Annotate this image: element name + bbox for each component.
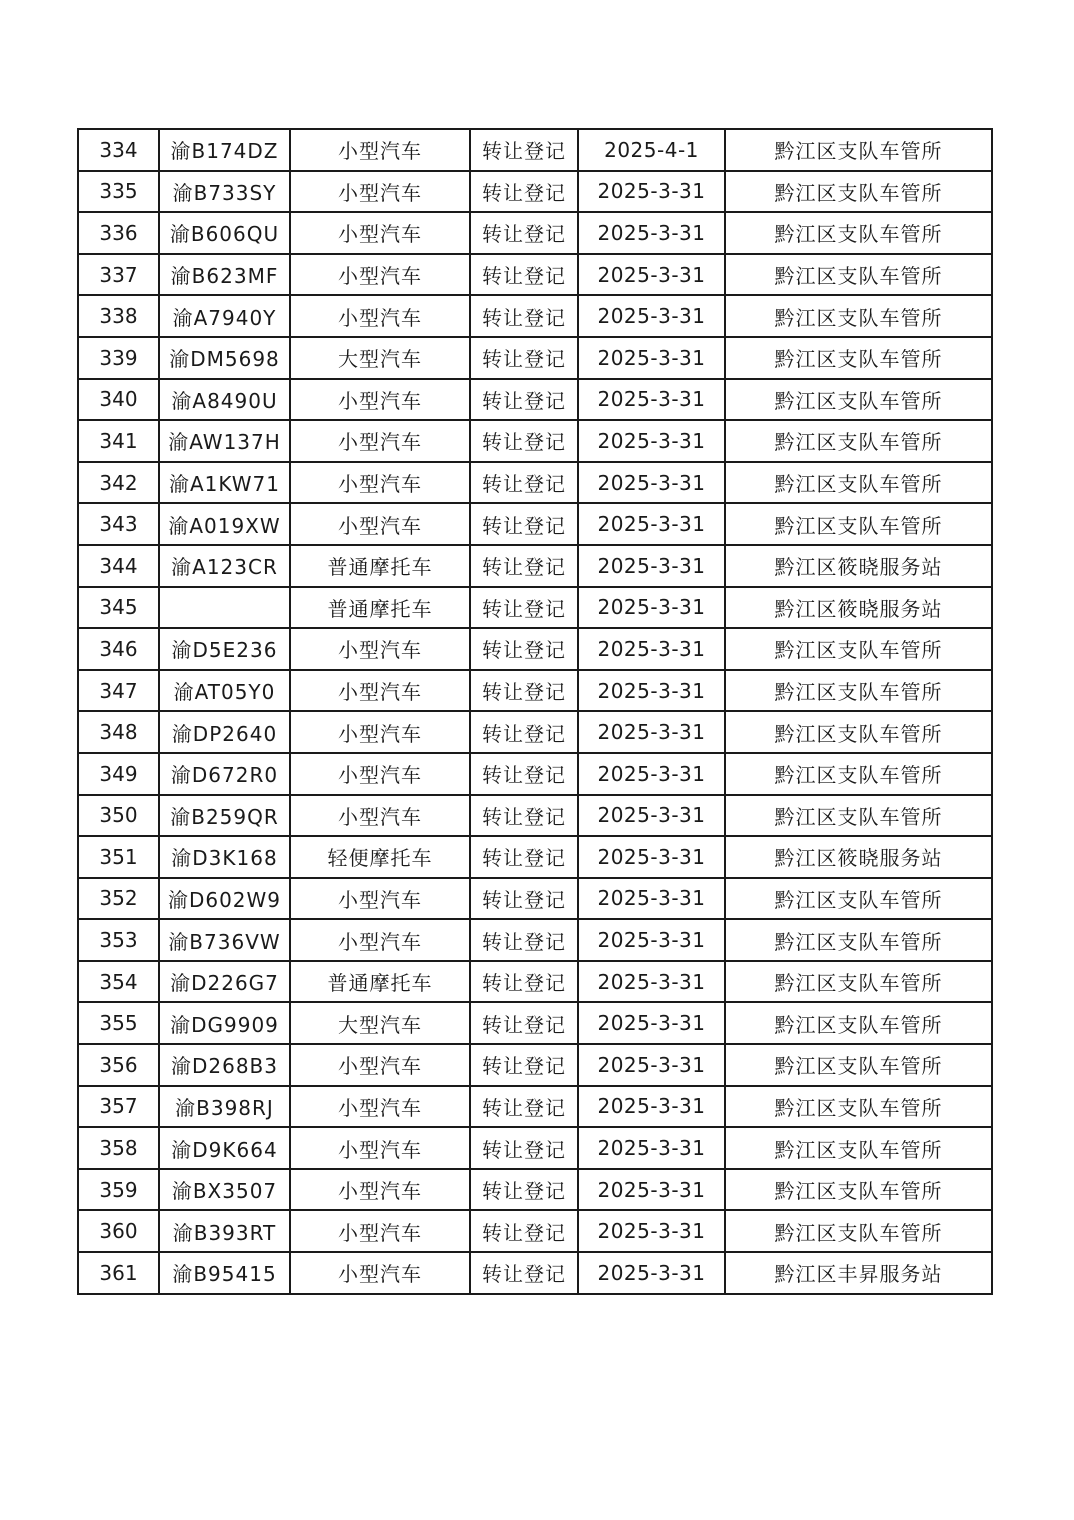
table-row xyxy=(78,420,992,462)
cell-sequence-number: 336 xyxy=(78,212,159,254)
vehicle-transfer-table xyxy=(77,128,993,1295)
cell-date: 2025-3-31 xyxy=(578,1086,725,1128)
cell-business-type: 转让登记 xyxy=(470,171,578,213)
cell-business-type: 转让登记 xyxy=(470,462,578,504)
cell-sequence-number: 352 xyxy=(78,878,159,920)
cell-vehicle-type: 小型汽车 xyxy=(290,1044,470,1086)
table-row xyxy=(78,337,992,379)
table-row xyxy=(78,1210,992,1252)
cell-sequence-number: 355 xyxy=(78,1002,159,1044)
cell-sequence-number: 351 xyxy=(78,836,159,878)
cell-office: 黔江区支队车管所 xyxy=(725,711,992,753)
table-row xyxy=(78,836,992,878)
table-row xyxy=(78,379,992,421)
table-row xyxy=(78,587,992,629)
cell-sequence-number: 353 xyxy=(78,919,159,961)
cell-vehicle-type: 轻便摩托车 xyxy=(290,836,470,878)
cell-vehicle-type: 小型汽车 xyxy=(290,212,470,254)
cell-date: 2025-3-31 xyxy=(578,1127,725,1169)
cell-plate-number: 渝D602W9 xyxy=(159,878,290,920)
cell-office: 黔江区筱晓服务站 xyxy=(725,545,992,587)
cell-vehicle-type: 大型汽车 xyxy=(290,1002,470,1044)
table-row xyxy=(78,171,992,213)
cell-sequence-number: 339 xyxy=(78,337,159,379)
cell-date: 2025-3-31 xyxy=(578,379,725,421)
cell-sequence-number: 348 xyxy=(78,711,159,753)
cell-business-type: 转让登记 xyxy=(470,795,578,837)
cell-date: 2025-3-31 xyxy=(578,212,725,254)
cell-office: 黔江区支队车管所 xyxy=(725,462,992,504)
cell-vehicle-type: 小型汽车 xyxy=(290,420,470,462)
cell-sequence-number: 349 xyxy=(78,753,159,795)
cell-office: 黔江区支队车管所 xyxy=(725,1044,992,1086)
cell-plate-number: 渝AW137H xyxy=(159,420,290,462)
cell-plate-number: 渝B623MF xyxy=(159,254,290,296)
cell-date: 2025-3-31 xyxy=(578,545,725,587)
cell-plate-number: 渝D9K664 xyxy=(159,1127,290,1169)
cell-vehicle-type: 小型汽车 xyxy=(290,628,470,670)
cell-vehicle-type: 小型汽车 xyxy=(290,379,470,421)
cell-business-type: 转让登记 xyxy=(470,212,578,254)
cell-office: 黔江区支队车管所 xyxy=(725,1127,992,1169)
table-row xyxy=(78,254,992,296)
cell-vehicle-type: 普通摩托车 xyxy=(290,961,470,1003)
cell-sequence-number: 346 xyxy=(78,628,159,670)
cell-date: 2025-3-31 xyxy=(578,836,725,878)
cell-sequence-number: 358 xyxy=(78,1127,159,1169)
table-row xyxy=(78,628,992,670)
cell-vehicle-type: 小型汽车 xyxy=(290,503,470,545)
cell-business-type: 转让登记 xyxy=(470,919,578,961)
cell-date: 2025-3-31 xyxy=(578,337,725,379)
cell-date: 2025-3-31 xyxy=(578,1044,725,1086)
cell-vehicle-type: 小型汽车 xyxy=(290,1169,470,1211)
cell-date: 2025-3-31 xyxy=(578,670,725,712)
cell-office: 黔江区支队车管所 xyxy=(725,753,992,795)
cell-sequence-number: 337 xyxy=(78,254,159,296)
cell-office: 黔江区支队车管所 xyxy=(725,919,992,961)
cell-business-type: 转让登记 xyxy=(470,337,578,379)
cell-plate-number: 渝DP2640 xyxy=(159,711,290,753)
cell-plate-number: 渝DM5698 xyxy=(159,337,290,379)
cell-vehicle-type: 小型汽车 xyxy=(290,1086,470,1128)
cell-date: 2025-3-31 xyxy=(578,420,725,462)
cell-office: 黔江区支队车管所 xyxy=(725,420,992,462)
cell-vehicle-type: 小型汽车 xyxy=(290,670,470,712)
cell-plate-number: 渝B398RJ xyxy=(159,1086,290,1128)
cell-business-type: 转让登记 xyxy=(470,878,578,920)
cell-business-type: 转让登记 xyxy=(470,1127,578,1169)
cell-date: 2025-3-31 xyxy=(578,1210,725,1252)
cell-date: 2025-3-31 xyxy=(578,753,725,795)
cell-vehicle-type: 小型汽车 xyxy=(290,878,470,920)
cell-business-type: 转让登记 xyxy=(470,587,578,629)
cell-date: 2025-3-31 xyxy=(578,254,725,296)
cell-vehicle-type: 普通摩托车 xyxy=(290,545,470,587)
cell-sequence-number: 343 xyxy=(78,503,159,545)
cell-business-type: 转让登记 xyxy=(470,711,578,753)
cell-office: 黔江区支队车管所 xyxy=(725,295,992,337)
cell-plate-number: 渝D226G7 xyxy=(159,961,290,1003)
cell-plate-number: 渝A8490U xyxy=(159,379,290,421)
cell-business-type: 转让登记 xyxy=(470,1044,578,1086)
cell-plate-number: 渝D672R0 xyxy=(159,753,290,795)
cell-office: 黔江区支队车管所 xyxy=(725,254,992,296)
cell-vehicle-type: 普通摩托车 xyxy=(290,587,470,629)
cell-date: 2025-3-31 xyxy=(578,795,725,837)
cell-vehicle-type: 小型汽车 xyxy=(290,171,470,213)
table-row xyxy=(78,1044,992,1086)
cell-vehicle-type: 小型汽车 xyxy=(290,129,470,171)
cell-sequence-number: 350 xyxy=(78,795,159,837)
cell-business-type: 转让登记 xyxy=(470,670,578,712)
cell-date: 2025-3-31 xyxy=(578,961,725,1003)
cell-plate-number: 渝DG9909 xyxy=(159,1002,290,1044)
table-row xyxy=(78,1002,992,1044)
cell-date: 2025-3-31 xyxy=(578,878,725,920)
table-row xyxy=(78,295,992,337)
cell-vehicle-type: 小型汽车 xyxy=(290,462,470,504)
cell-date: 2025-3-31 xyxy=(578,1252,725,1294)
cell-business-type: 转让登记 xyxy=(470,836,578,878)
cell-sequence-number: 334 xyxy=(78,129,159,171)
table-row xyxy=(78,1127,992,1169)
table-row xyxy=(78,1169,992,1211)
cell-plate-number: 渝BX3507 xyxy=(159,1169,290,1211)
cell-office: 黔江区支队车管所 xyxy=(725,670,992,712)
cell-plate-number: 渝AT05Y0 xyxy=(159,670,290,712)
cell-business-type: 转让登记 xyxy=(470,961,578,1003)
cell-business-type: 转让登记 xyxy=(470,420,578,462)
cell-sequence-number: 338 xyxy=(78,295,159,337)
table-row xyxy=(78,961,992,1003)
cell-date: 2025-3-31 xyxy=(578,171,725,213)
cell-vehicle-type: 小型汽车 xyxy=(290,1127,470,1169)
table-row xyxy=(78,878,992,920)
cell-sequence-number: 347 xyxy=(78,670,159,712)
table-row xyxy=(78,670,992,712)
table-row xyxy=(78,545,992,587)
cell-plate-number xyxy=(159,587,290,629)
cell-business-type: 转让登记 xyxy=(470,503,578,545)
cell-plate-number: 渝B606QU xyxy=(159,212,290,254)
cell-business-type: 转让登记 xyxy=(470,295,578,337)
cell-vehicle-type: 小型汽车 xyxy=(290,753,470,795)
cell-sequence-number: 354 xyxy=(78,961,159,1003)
cell-sequence-number: 341 xyxy=(78,420,159,462)
cell-plate-number: 渝B259QR xyxy=(159,795,290,837)
cell-office: 黔江区支队车管所 xyxy=(725,1002,992,1044)
cell-plate-number: 渝B393RT xyxy=(159,1210,290,1252)
cell-date: 2025-4-1 xyxy=(578,129,725,171)
cell-vehicle-type: 小型汽车 xyxy=(290,711,470,753)
table-row xyxy=(78,753,992,795)
cell-vehicle-type: 小型汽车 xyxy=(290,1252,470,1294)
cell-office: 黔江区支队车管所 xyxy=(725,212,992,254)
cell-office: 黔江区支队车管所 xyxy=(725,628,992,670)
table-row xyxy=(78,1252,992,1294)
cell-sequence-number: 340 xyxy=(78,379,159,421)
cell-business-type: 转让登记 xyxy=(470,1086,578,1128)
cell-office: 黔江区筱晓服务站 xyxy=(725,587,992,629)
cell-office: 黔江区筱晓服务站 xyxy=(725,836,992,878)
cell-office: 黔江区支队车管所 xyxy=(725,795,992,837)
cell-office: 黔江区支队车管所 xyxy=(725,878,992,920)
table-row xyxy=(78,129,992,171)
cell-vehicle-type: 小型汽车 xyxy=(290,254,470,296)
cell-date: 2025-3-31 xyxy=(578,587,725,629)
cell-office: 黔江区支队车管所 xyxy=(725,171,992,213)
cell-plate-number: 渝B733SY xyxy=(159,171,290,213)
cell-vehicle-type: 小型汽车 xyxy=(290,795,470,837)
table-row xyxy=(78,212,992,254)
cell-sequence-number: 342 xyxy=(78,462,159,504)
cell-sequence-number: 360 xyxy=(78,1210,159,1252)
table-row xyxy=(78,795,992,837)
cell-plate-number: 渝D268B3 xyxy=(159,1044,290,1086)
cell-business-type: 转让登记 xyxy=(470,1252,578,1294)
cell-plate-number: 渝A123CR xyxy=(159,545,290,587)
cell-vehicle-type: 大型汽车 xyxy=(290,337,470,379)
cell-business-type: 转让登记 xyxy=(470,1169,578,1211)
cell-business-type: 转让登记 xyxy=(470,753,578,795)
cell-vehicle-type: 小型汽车 xyxy=(290,1210,470,1252)
cell-sequence-number: 344 xyxy=(78,545,159,587)
cell-date: 2025-3-31 xyxy=(578,1169,725,1211)
table-row xyxy=(78,1086,992,1128)
cell-date: 2025-3-31 xyxy=(578,628,725,670)
cell-office: 黔江区支队车管所 xyxy=(725,1169,992,1211)
cell-office: 黔江区支队车管所 xyxy=(725,961,992,1003)
cell-business-type: 转让登记 xyxy=(470,129,578,171)
cell-date: 2025-3-31 xyxy=(578,919,725,961)
cell-vehicle-type: 小型汽车 xyxy=(290,295,470,337)
cell-plate-number: 渝B95415 xyxy=(159,1252,290,1294)
cell-plate-number: 渝D5E236 xyxy=(159,628,290,670)
cell-sequence-number: 361 xyxy=(78,1252,159,1294)
cell-date: 2025-3-31 xyxy=(578,295,725,337)
cell-business-type: 转让登记 xyxy=(470,1210,578,1252)
cell-date: 2025-3-31 xyxy=(578,462,725,504)
cell-office: 黔江区支队车管所 xyxy=(725,503,992,545)
cell-business-type: 转让登记 xyxy=(470,545,578,587)
table-row xyxy=(78,919,992,961)
cell-business-type: 转让登记 xyxy=(470,1002,578,1044)
cell-sequence-number: 335 xyxy=(78,171,159,213)
cell-office: 黔江区支队车管所 xyxy=(725,129,992,171)
cell-business-type: 转让登记 xyxy=(470,254,578,296)
cell-sequence-number: 359 xyxy=(78,1169,159,1211)
cell-plate-number: 渝A7940Y xyxy=(159,295,290,337)
cell-plate-number: 渝B174DZ xyxy=(159,129,290,171)
cell-plate-number: 渝A1KW71 xyxy=(159,462,290,504)
cell-sequence-number: 345 xyxy=(78,587,159,629)
cell-office: 黔江区支队车管所 xyxy=(725,379,992,421)
cell-plate-number: 渝B736VW xyxy=(159,919,290,961)
cell-office: 黔江区支队车管所 xyxy=(725,1086,992,1128)
cell-business-type: 转让登记 xyxy=(470,379,578,421)
cell-office: 黔江区丰昇服务站 xyxy=(725,1252,992,1294)
cell-plate-number: 渝A019XW xyxy=(159,503,290,545)
cell-date: 2025-3-31 xyxy=(578,1002,725,1044)
cell-office: 黔江区支队车管所 xyxy=(725,1210,992,1252)
table-row xyxy=(78,711,992,753)
cell-sequence-number: 357 xyxy=(78,1086,159,1128)
table-body xyxy=(78,129,992,1294)
cell-plate-number: 渝D3K168 xyxy=(159,836,290,878)
table-row xyxy=(78,462,992,504)
cell-business-type: 转让登记 xyxy=(470,628,578,670)
table-row xyxy=(78,503,992,545)
cell-date: 2025-3-31 xyxy=(578,503,725,545)
cell-sequence-number: 356 xyxy=(78,1044,159,1086)
cell-office: 黔江区支队车管所 xyxy=(725,337,992,379)
cell-vehicle-type: 小型汽车 xyxy=(290,919,470,961)
cell-date: 2025-3-31 xyxy=(578,711,725,753)
